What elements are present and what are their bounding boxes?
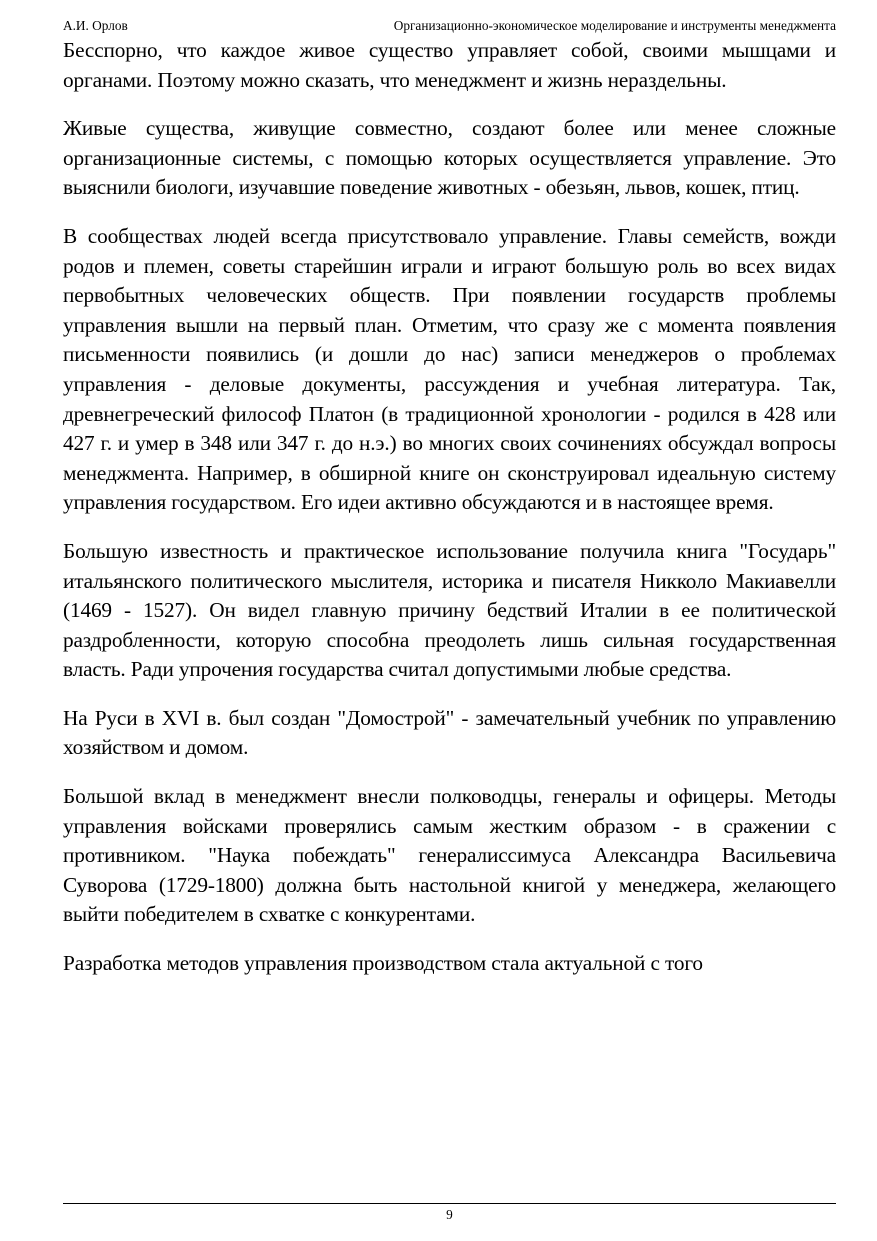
page-number: 9 <box>446 1207 453 1222</box>
footer-divider <box>63 1203 836 1204</box>
running-header <box>63 16 836 36</box>
header-book-title: Организационно-экономическое моделирование и инструменты менеджмента <box>393 18 836 33</box>
paragraph: Большой вклад в менеджмент внесли полководцы, генералы и офицеры. Методы управления войсками проверялись самым жестким образом - в сражении с противником. "Наука побеждать" генералиссимуса Александра Васильевича Суворова (1729-1800) должна быть настольной книгой у менеджера, желающего выйти победителем в схватке с конкурентами. <box>63 784 836 927</box>
paragraph: Живые существа, живущие совместно, создают более или менее сложные организационные системы, с помощью которых осуществляется управление. Это выяснили биологи, изучавшие поведение животных - обезьян, львов, кошек, птиц. <box>63 116 836 200</box>
body-text <box>63 36 836 998</box>
header-author: А.И. Орлов <box>63 18 128 33</box>
paragraph: Большую известность и практическое использование получила книга "Государь" итальянского политического мыслителя, историка и писателя Никколо Макиавелли (1469 - 1527). Он видел главную причину бедствий Италии в ее политической раздробленности, которую способна преодолеть лишь сильная государственная власть. Ради упрочения государства считал допустимыми любые средства. <box>63 538 836 682</box>
paragraph: В сообществах людей всегда присутствовало управление. Главы семейств, вожди родов и племен, советы старейшин играли и играют большую роль во всех видах первобытных человеческих обществ. При появлении государств проблемы управления вышли на первый план. Отметим, что сразу же с момента появления письменности появились (и дошли до нас) записи менеджеров о проблемах управления - деловые документы, рассуждения и учебная литература. Так, древнегреческий философ Платон (в традиционной хронологии - родился в 428 или 427 г. и умер в 348 или 347 г. до н.э.) во многих своих сочинениях обсуждал вопросы менеджмента. Например, в обширной книге он сконструировал идеальную систему управления государством. Его идеи активно обсуждаются и в настоящее время. <box>63 223 836 515</box>
paragraph: На Руси в XVI в. был создан "Домострой" - замечательный учебник по управлению хозяйством и домом. <box>63 705 836 760</box>
paragraph-continued: Разработка методов управления производством стала актуальной с того <box>63 951 703 976</box>
paragraph: Бесспорно, что каждое живое существо управляет собой, своими мышцами и органами. Поэтому можно сказать, что менеджмент и жизнь нераздельны. <box>63 38 836 92</box>
